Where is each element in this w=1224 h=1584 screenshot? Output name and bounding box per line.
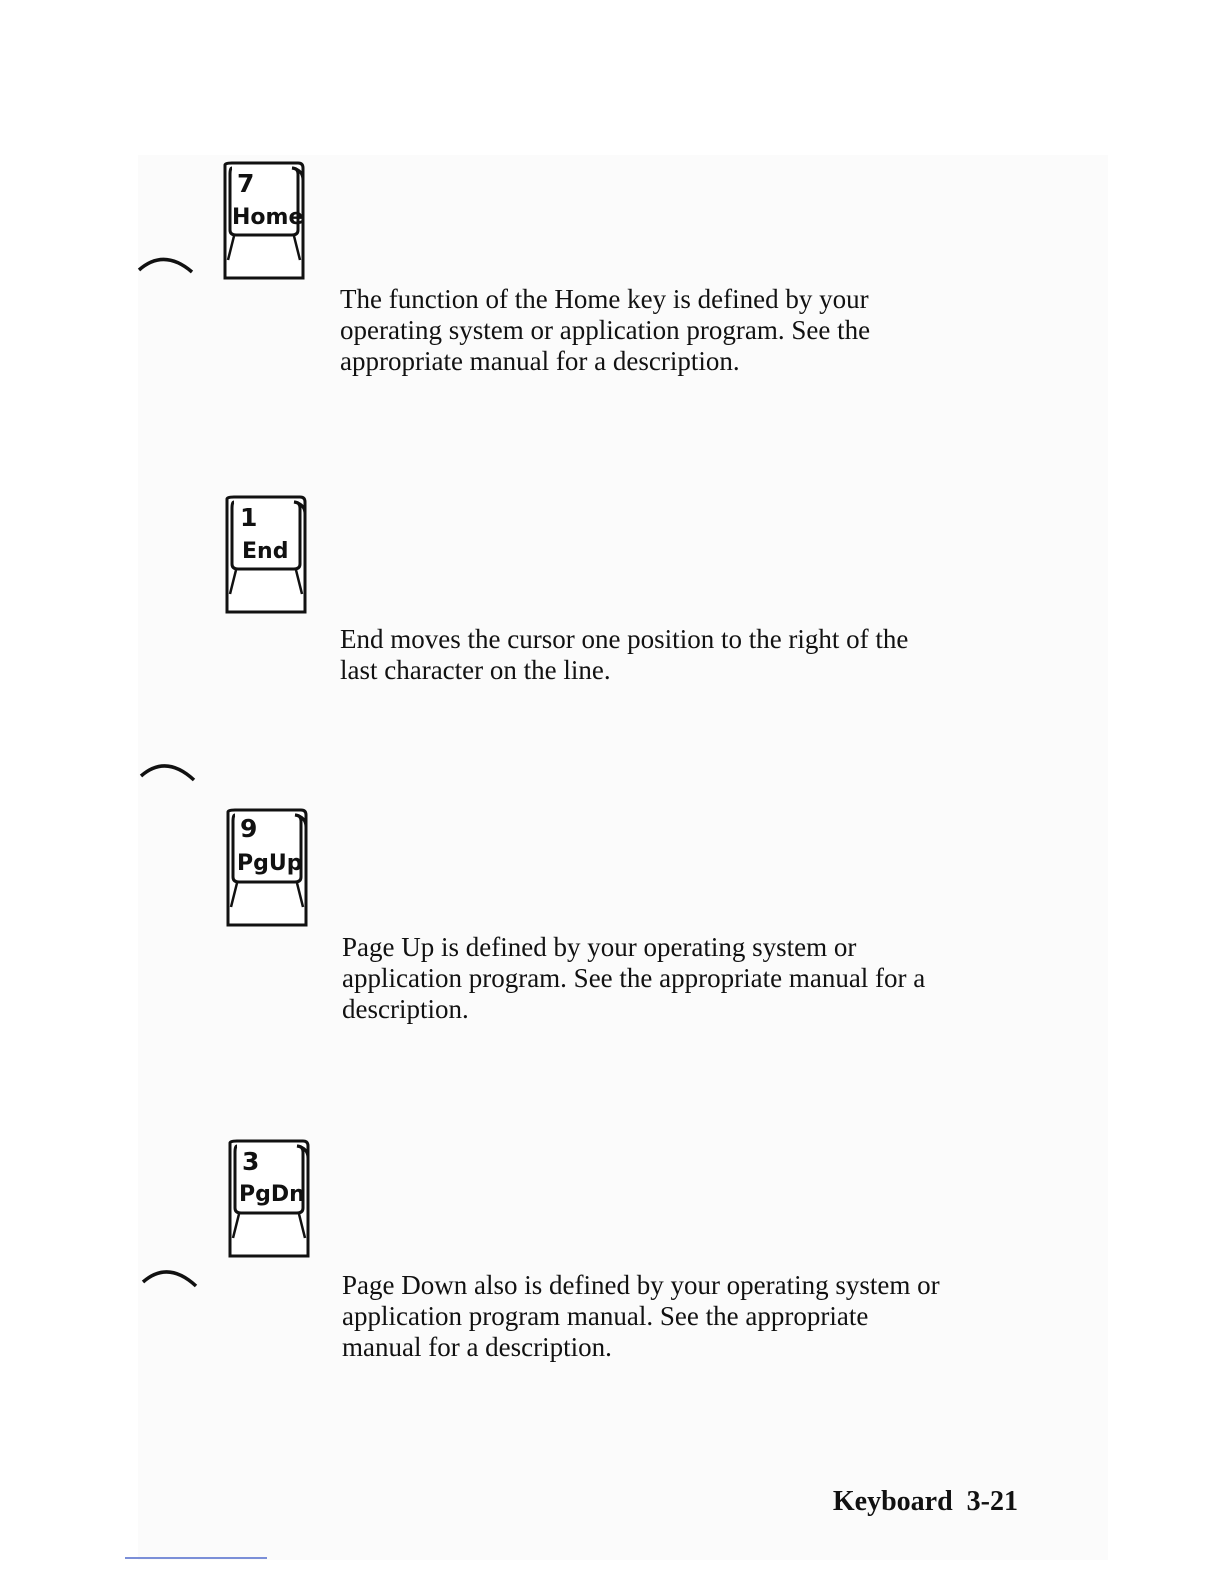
end-key-description: End moves the cursor one position to the right of the last character on the line. xyxy=(340,624,909,685)
pgup-key-icon xyxy=(213,807,323,942)
edge-line xyxy=(125,1557,267,1559)
home-key-description: The function of the Home key is defined by your operating system or application program. See the appropriate manual for a description. xyxy=(340,284,871,376)
home-key-icon xyxy=(210,160,320,295)
key-bottom-label: PgDn xyxy=(239,1182,305,1207)
pgup-key-description: Page Up is defined by your operating system or application program. See the appropriate manual for a description. xyxy=(342,932,926,1024)
margin-mark-icon xyxy=(136,250,196,280)
key-top-label: 7 xyxy=(237,169,255,198)
pgdn-key-description: Page Down also is defined by your operating system or application program manual. See the appropriate manual for a description. xyxy=(342,1270,940,1362)
page-number: 3-21 xyxy=(966,1486,1018,1517)
end-key-icon xyxy=(212,494,322,629)
key-top-label: 3 xyxy=(242,1147,260,1176)
key-bottom-label: End xyxy=(242,539,289,564)
key-bottom-label: PgUp xyxy=(237,851,303,876)
key-top-label: 1 xyxy=(240,503,258,532)
footer-section-label: Keyboard xyxy=(832,1486,953,1517)
key-top-label: 9 xyxy=(240,814,258,843)
margin-mark-icon xyxy=(140,1262,200,1292)
key-bottom-label: Home xyxy=(232,205,304,230)
pgdn-key-icon xyxy=(215,1138,325,1273)
margin-mark-icon xyxy=(138,756,198,786)
page-footer xyxy=(833,1486,1018,1518)
